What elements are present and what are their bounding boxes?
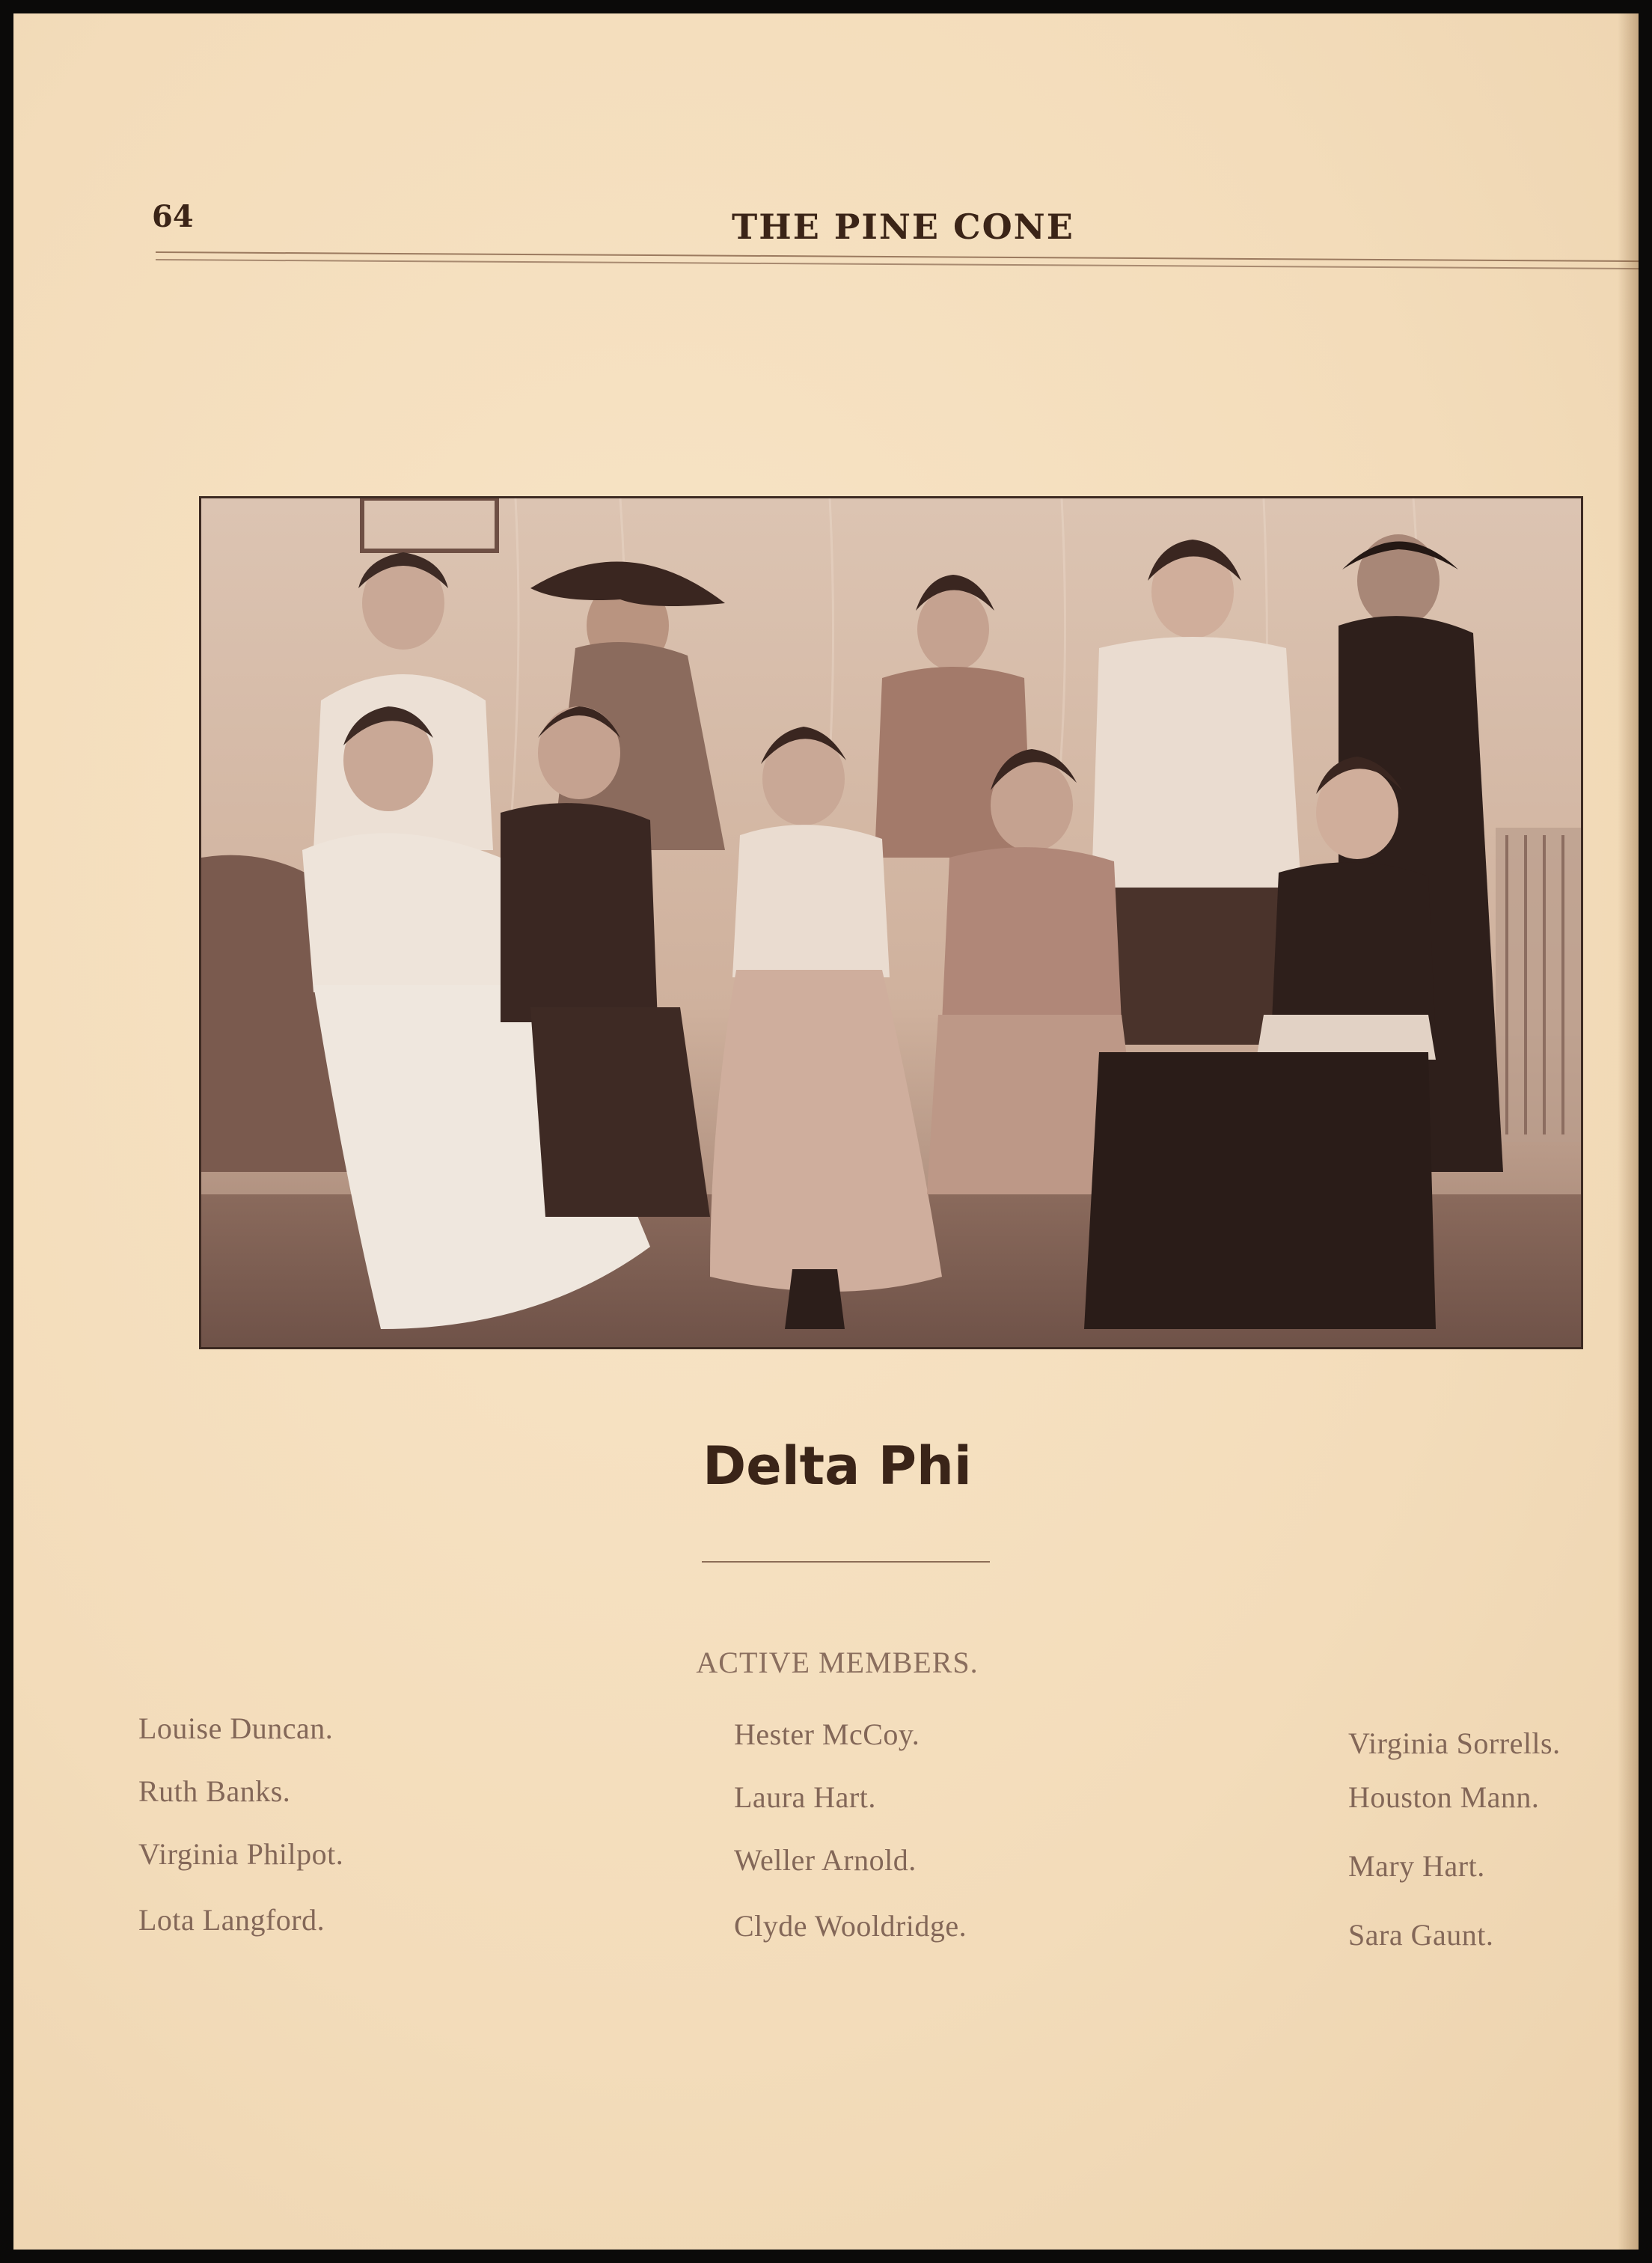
page-gutter-shadow — [1618, 13, 1639, 2250]
title-rule — [702, 1561, 990, 1563]
member-name: Virginia Philpot. — [138, 1837, 344, 1871]
member-name: Laura Hart. — [734, 1780, 876, 1814]
section-title: Delta Phi — [703, 1435, 972, 1497]
running-title: THE PINE CONE — [732, 207, 1074, 247]
group-photograph-illustration — [201, 498, 1581, 1347]
page-number: 64 — [152, 199, 194, 234]
member-name: Louise Duncan. — [138, 1711, 334, 1745]
group-photograph — [199, 496, 1583, 1349]
member-name: Sara Gaunt. — [1348, 1918, 1494, 1952]
member-name: Mary Hart. — [1348, 1849, 1485, 1883]
member-name: Virginia Sorrells. — [1348, 1726, 1561, 1760]
member-name: Weller Arnold. — [734, 1843, 917, 1877]
member-name: Houston Mann. — [1348, 1780, 1540, 1814]
member-name: Hester McCoy. — [734, 1717, 920, 1751]
yearbook-page — [13, 13, 1639, 2250]
member-name: Clyde Wooldridge. — [734, 1909, 967, 1943]
member-name: Ruth Banks. — [138, 1774, 291, 1808]
member-name: Lota Langford. — [138, 1903, 325, 1937]
members-subheading: ACTIVE MEMBERS. — [696, 1646, 979, 1679]
